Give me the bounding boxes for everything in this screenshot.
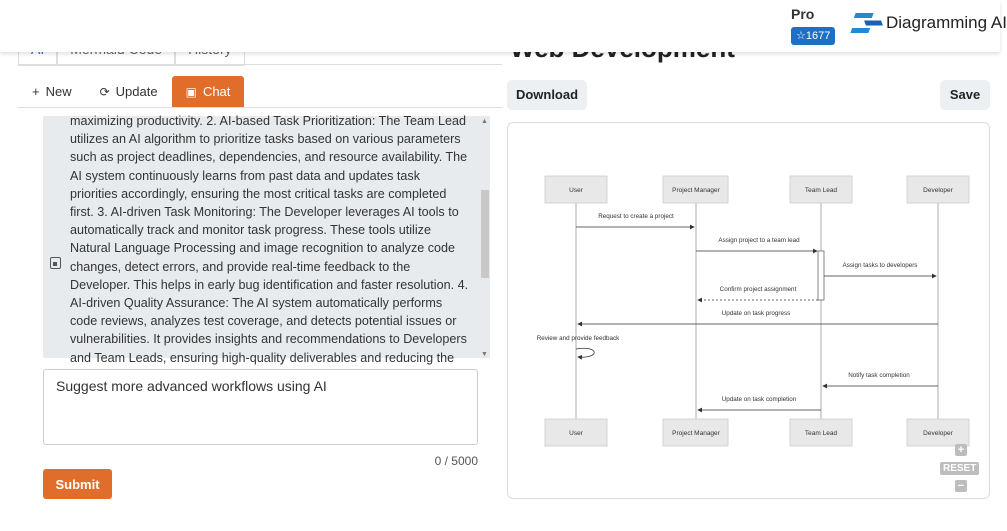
message-1: Request to create a project: [598, 213, 674, 220]
submit-button[interactable]: Submit: [43, 469, 112, 499]
message-4: Confirm project assignment: [719, 286, 797, 293]
message-6: Review and provide feedback: [536, 335, 620, 342]
update-button[interactable]: [86, 76, 172, 108]
participant-team-lead: Team Lead: [804, 187, 838, 194]
save-button[interactable]: Save: [940, 80, 990, 110]
zoom-in-button[interactable]: +: [955, 444, 967, 456]
action-divider: [18, 107, 502, 108]
participant-developer: Developer: [923, 187, 953, 194]
assistant-message-icon: [50, 257, 61, 269]
participant-team-lead-bottom: Team Lead: [804, 430, 838, 437]
arrow-6-self: [576, 348, 594, 357]
zoom-out-button[interactable]: −: [955, 480, 967, 492]
participant-project-manager-bottom: Project Manager: [672, 430, 720, 437]
participant-user: User: [569, 187, 583, 194]
brand-logo-icon: [856, 12, 878, 34]
new-label: New: [45, 84, 72, 99]
message-2: Assign project to a team lead: [718, 237, 800, 244]
message-7: Notify task completion: [848, 372, 910, 379]
github-stars-badge[interactable]: ☆1677: [791, 27, 835, 45]
character-counter: 0 / 5000: [434, 454, 478, 468]
scroll-thumb[interactable]: [481, 190, 489, 278]
message-5: Update on task progress: [721, 310, 791, 317]
chat-history[interactable]: [43, 114, 490, 365]
chat-label: Chat: [202, 84, 231, 99]
brand-name[interactable]: Diagramming AI: [886, 13, 1007, 32]
participant-user-bottom: User: [569, 430, 583, 437]
sequence-diagram: [508, 123, 991, 500]
participant-developer-bottom: Developer: [923, 430, 953, 437]
new-button[interactable]: [18, 76, 86, 108]
plus-icon: +: [32, 84, 40, 99]
assistant-message: maximizing productivity. 2. AI-based Task Prioritization: The Team Lead utilizes an AI algorithm to prioritize tasks based on various parameters such as project deadlines, dependencies, and resource availability. The AI system continuously learns from past data and updates task priorities accordingly, ensuring the most critical tasks are completed first. 3. AI-driven Task Monitoring: The Developer leverages AI tools to automatically track and monitor task progress. These tools utilize Natural Language Processing and image recognition to analyze code changes, detect errors, and provide real-time feedback to the Developer. This helps in early bug identification and faster resolution. 4. AI-driven Quality Assurance: The AI system automatically performs code reviews, analyzes test coverage, and detects potential issues or vulnerabilities. It provides insights and recommendations to Developers and Team Leads, ensuring high-quality deliverables and reducing the: [70, 114, 469, 365]
participant-project-manager: Project Manager: [672, 187, 720, 194]
scroll-up-icon[interactable]: ▲: [481, 118, 488, 125]
chat-icon: ▣: [185, 85, 197, 99]
top-header: [0, 0, 1007, 52]
update-label: Update: [115, 84, 158, 99]
chat-button[interactable]: [172, 76, 245, 108]
download-button[interactable]: Download: [507, 80, 587, 110]
tab-divider: [18, 64, 502, 65]
activation-box: [818, 251, 824, 300]
action-row: [18, 76, 244, 108]
chat-scrollbar[interactable]: [480, 118, 490, 358]
message-8: Update on task completion: [721, 396, 797, 403]
refresh-icon: ⟳: [99, 85, 110, 99]
diagram-preview[interactable]: [507, 122, 990, 499]
pro-label: Pro: [791, 6, 815, 22]
prompt-input[interactable]: [43, 369, 478, 445]
zoom-reset-button[interactable]: RESET: [940, 462, 979, 475]
message-3: Assign tasks to developers: [842, 262, 918, 269]
scroll-down-icon[interactable]: ▼: [481, 351, 488, 358]
